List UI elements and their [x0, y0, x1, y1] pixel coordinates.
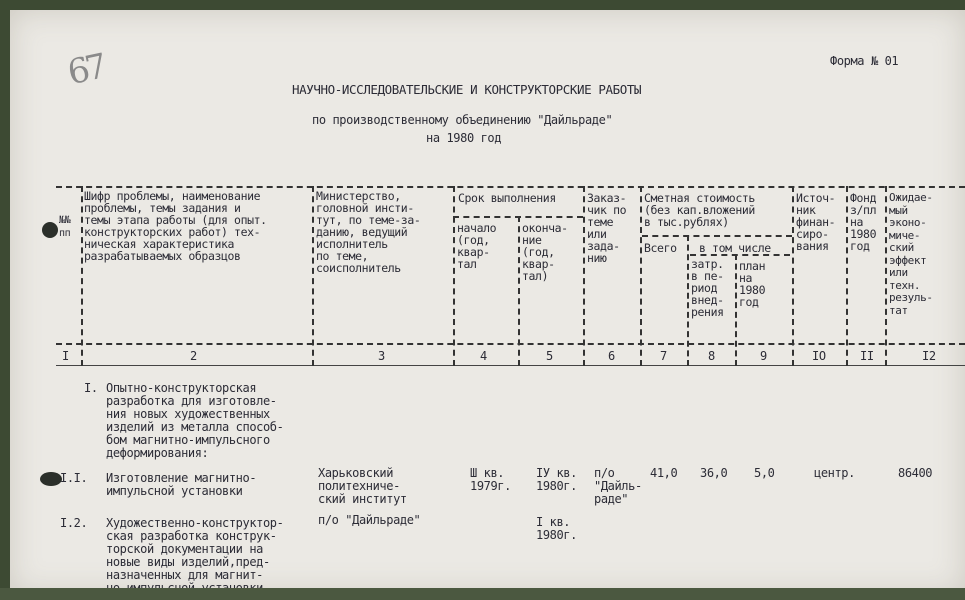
column-number: 4	[480, 349, 487, 363]
row-source: центр.	[814, 466, 855, 480]
row-ministry: п/о "Дайльраде"	[318, 513, 421, 527]
column-number: 8	[708, 349, 715, 363]
form-label: Форма № 01	[830, 54, 899, 68]
handwritten-page-number: 67	[64, 46, 108, 94]
header-incl: в том числе	[699, 241, 771, 255]
row-customer: п/о "Дайль- раде"	[594, 466, 642, 506]
header-end: оконча- ние (год, квар- тал)	[522, 221, 568, 283]
document-title: НАУЧНО-ИССЛЕДОВАТЕЛЬСКИЕ И КОНСТРУКТОРСКИЕ РАБОТЫ	[292, 82, 642, 97]
header-source: Источ- ник финан- сиро- вания	[796, 191, 836, 253]
section-text: Опытно-конструкторская разработка для изготовле- ния новых художественных изделий из металла способ- бом магнитно-импульсного деформирования:	[106, 381, 284, 460]
row-number: I.I.	[60, 471, 88, 485]
column-number: II	[860, 349, 874, 363]
header-cost: Сметная стоимость (без кап.вложений в тыс.рублях)	[644, 191, 755, 229]
header-costs-period: затр. в пе- риод внед- рения	[691, 257, 724, 319]
col-separator	[687, 235, 689, 366]
column-number: 3	[378, 349, 385, 363]
punch-hole	[42, 222, 58, 238]
section-number: I.	[84, 381, 98, 395]
row-start: Ш кв. 1979г.	[470, 466, 511, 493]
row-name: Изготовление магнитно- импульсной установки	[106, 471, 257, 498]
column-number: 7	[660, 349, 667, 363]
row-end: IУ кв. 1980г.	[536, 466, 577, 493]
table-top-border	[56, 186, 965, 188]
row-effect: 86400	[898, 466, 933, 480]
col-separator	[583, 186, 585, 366]
punch-hole	[40, 472, 62, 486]
row-costs-period: 36,0	[700, 466, 728, 480]
column-numbers-border	[56, 365, 965, 366]
column-number: I2	[922, 349, 936, 363]
header-effect: Ожидае- мый эконо- миче- ский эффект или техн. резуль- тат	[889, 191, 933, 317]
col-separator	[312, 186, 314, 366]
column-number: I	[62, 349, 69, 363]
row-end: I кв. 1980г.	[536, 515, 577, 542]
document-subtitle: по производственному объединению "Дайльраде"	[312, 113, 613, 127]
col-separator	[518, 216, 520, 366]
col-separator	[640, 186, 642, 366]
header-start: начало (год, квар- тал	[457, 221, 497, 271]
row-plan: 5,0	[754, 466, 775, 480]
header-plan: план на 1980 год	[739, 259, 766, 309]
column-number: 2	[190, 349, 197, 363]
column-number: 5	[546, 349, 553, 363]
document-page	[10, 10, 965, 594]
document-year: на 1980 год	[426, 131, 502, 145]
column-number: 6	[608, 349, 615, 363]
scan-bottom-edge	[0, 588, 965, 600]
header-num: №№ пп	[59, 215, 71, 239]
header-ministry: Министерство, головной инсти- тут, по теме-за- данию, ведущий исполнитель по теме, соисполнитель	[316, 189, 421, 275]
header-fund: Фонд з/пл на 1980 год	[850, 191, 877, 253]
row-name: Художественно-конструктор- ская разработка конструк- торской документации на новые виды изделий,пред- назначенных для магнит-	[106, 516, 284, 582]
col-separator	[885, 186, 887, 366]
header-total: Всего	[644, 241, 677, 255]
column-number: IO	[812, 349, 826, 363]
col-separator	[81, 186, 83, 366]
row-number: I.2.	[60, 516, 88, 530]
header-term: Срок выполнения	[458, 191, 556, 205]
header-bottom-border	[56, 343, 965, 345]
header-cipher: Шифр проблемы, наименование проблемы, темы задания и темы этапа работы (для опыт. конструкторских работ) тех- ническая характеристика разрабатываемых образцов	[84, 189, 267, 263]
row-ministry: Харьковский политехниче- ский институт	[318, 466, 407, 506]
col-separator	[792, 186, 794, 366]
col-separator	[846, 186, 848, 366]
col-separator	[453, 186, 455, 366]
row-total: 41,0	[650, 466, 678, 480]
header-customer: Заказ- чик по теме или зада- нию	[587, 191, 627, 265]
col-separator	[735, 254, 737, 366]
column-number: 9	[760, 349, 767, 363]
cost-divider	[642, 235, 792, 237]
